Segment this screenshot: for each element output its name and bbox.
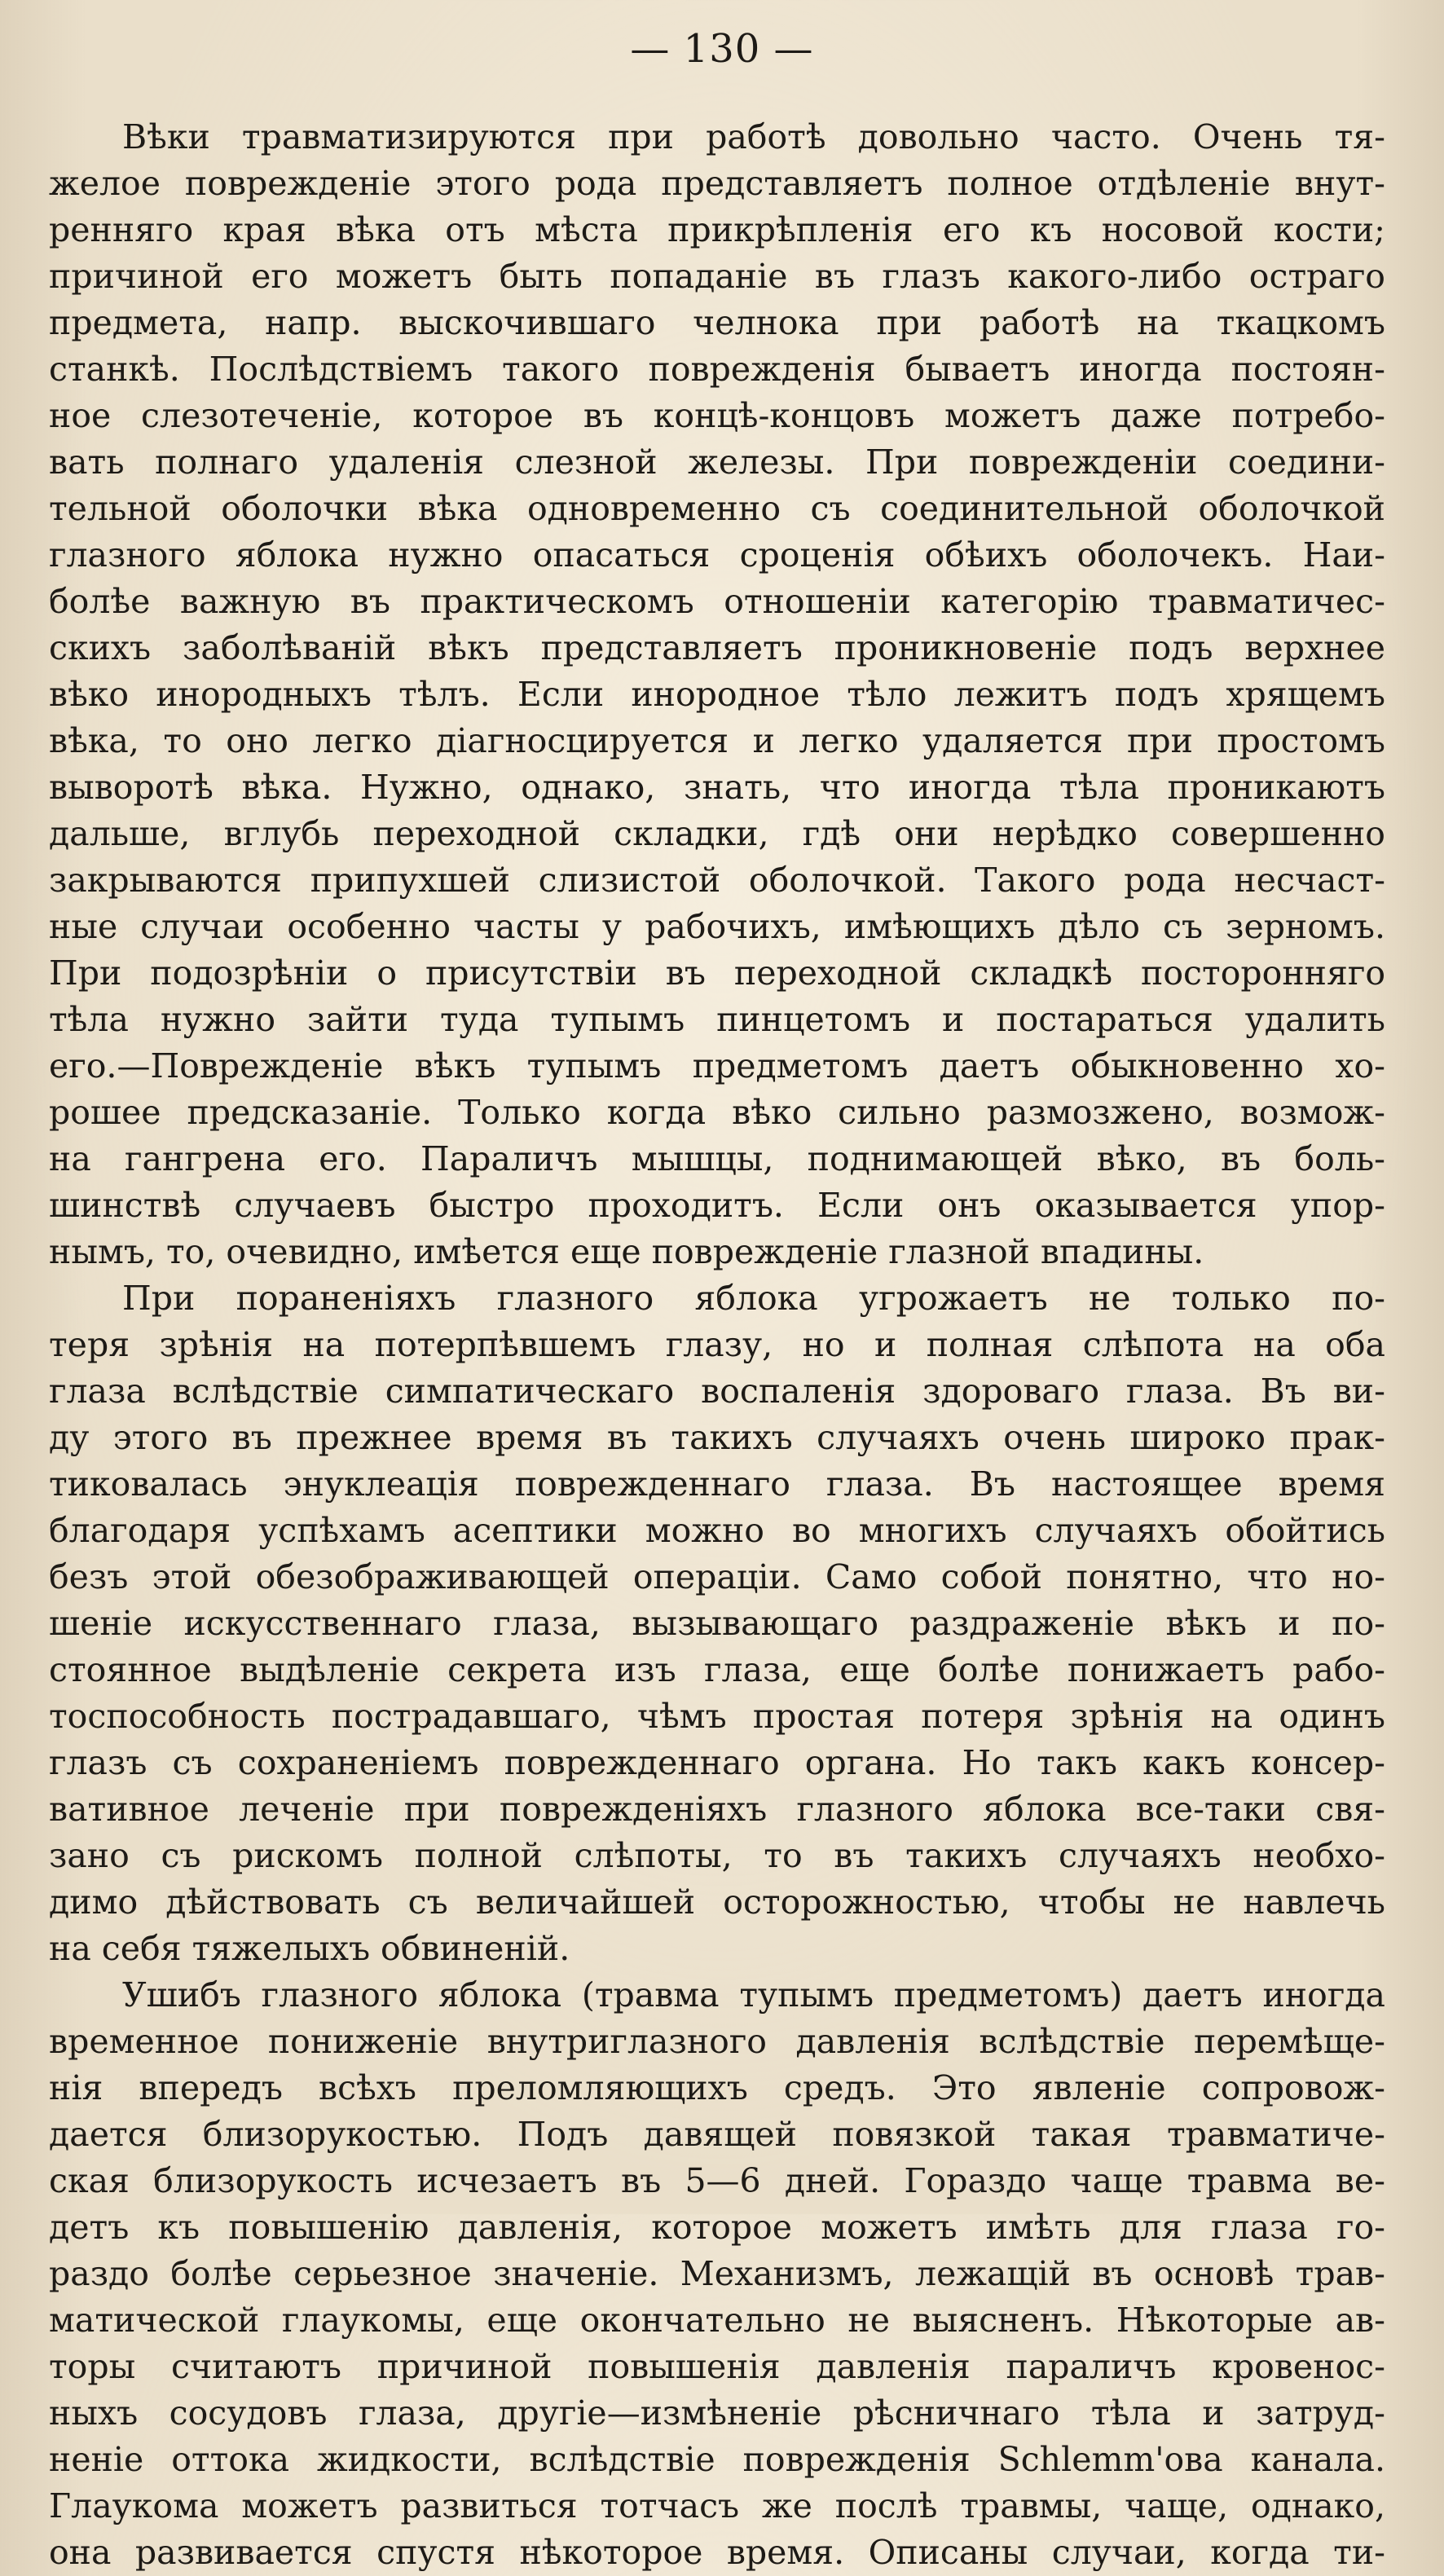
text-line: глазъ съ сохраненіемъ поврежденнаго органа. Но такъ какъ консер- — [49, 1743, 1385, 1782]
text-line: болѣе важную въ практическомъ отношеніи категорію травматичес- — [49, 582, 1385, 621]
text-line: ные случаи особенно часты у рабочихъ, имѣющихъ дѣло съ зерномъ. — [49, 907, 1385, 946]
paragraph-eyeball-wounds — [49, 1275, 1385, 1972]
text-line: станкѣ. Послѣдствіемъ такого поврежденія бываетъ иногда постоян- — [49, 350, 1385, 389]
text-line: рошее предсказаніе. Только когда вѣко сильно размозжено, возмож- — [49, 1093, 1385, 1132]
text-line: ду этого въ прежнее время въ такихъ случаяхъ очень широко прак- — [49, 1418, 1385, 1457]
text-line: она развивается спустя нѣкоторое время. Описаны случаи, когда ти- — [49, 2533, 1385, 2572]
text-line: временное пониженіе внутриглазного давленія вслѣдствіе перемѣще- — [49, 2022, 1385, 2061]
text-line: шеніе искусственнаго глаза, вызывающаго раздраженіе вѣкъ и по- — [49, 1604, 1385, 1643]
text-line: на себя тяжелыхъ обвиненій. — [49, 1929, 570, 1968]
text-line: тельной оболочки вѣка одновременно съ соединительной оболочкой — [49, 489, 1385, 528]
text-line: нія впередъ всѣхъ преломляющихъ средъ. Это явленіе сопровож- — [49, 2068, 1385, 2107]
text-line: Ушибъ глазного яблока (травма тупымъ предметомъ) даетъ иногда — [122, 1975, 1385, 2015]
text-line: Глаукома можетъ развиться тотчасъ же послѣ травмы, чаще, однако, — [49, 2486, 1385, 2525]
text-line: дается близорукостью. Подъ давящей повязкой такая травматиче- — [49, 2115, 1385, 2154]
text-line: вѣка, то оно легко діагносцируется и легко удаляется при простомъ — [49, 721, 1385, 760]
text-line: тиковалась энуклеація поврежденнаго глаза. Въ настоящее время — [49, 1464, 1385, 1504]
text-line: зано съ рискомъ полной слѣпоты, то въ такихъ случаяхъ необхо- — [49, 1836, 1385, 1875]
text-line: неніе оттока жидкости, вслѣдствіе поврежденія Schlemm'ова канала. — [49, 2440, 1385, 2479]
text-line: При пораненіяхъ глазного яблока угрожаетъ не только по- — [122, 1279, 1385, 1318]
text-line: нымъ, то, очевидно, имѣется еще поврежденіе глазной впадины. — [49, 1232, 1204, 1271]
text-line: стоянное выдѣленіе секрета изъ глаза, еще болѣе понижаетъ рабо- — [49, 1650, 1385, 1689]
text-line: безъ этой обезображивающей операціи. Само собой понятно, что но- — [49, 1557, 1385, 1596]
text-line: детъ къ повышенію давленія, которое можетъ имѣть для глаза го- — [49, 2208, 1385, 2247]
paragraph-eyelid-injuries — [49, 114, 1385, 1275]
text-line: шинствѣ случаевъ быстро проходитъ. Если онъ оказывается упор- — [49, 1186, 1385, 1225]
text-line: желое поврежденіе этого рода представляетъ полное отдѣленіе внут- — [49, 164, 1385, 203]
text-line: вативное леченіе при поврежденіяхъ глазного яблока все-таки свя- — [49, 1790, 1385, 1829]
text-line: При подозрѣніи о присутствіи въ переходной складкѣ посторонняго — [49, 953, 1385, 993]
text-line: тоспособность пострадавшаго, чѣмъ простая потеря зрѣнія на одинъ — [49, 1697, 1385, 1736]
text-line: благодаря успѣхамъ асептики можно во многихъ случаяхъ обойтись — [49, 1511, 1385, 1550]
text-line: торы считаютъ причиной повышенія давленія параличъ кровенос- — [49, 2347, 1385, 2386]
paragraph-eyeball-contusion — [49, 1972, 1385, 2576]
text-line: ныхъ сосудовъ глаза, другіе—измѣненіе рѣсничнаго тѣла и затруд- — [49, 2393, 1385, 2433]
text-line: ренняго края вѣка отъ мѣста прикрѣпленія его къ носовой кости; — [49, 210, 1385, 249]
body-text — [49, 114, 1385, 2576]
text-line: на гангрена его. Параличъ мышцы, поднимающей вѣко, въ боль- — [49, 1139, 1385, 1178]
text-line: причиной его можетъ быть попаданіе въ глазъ какого-либо остраго — [49, 257, 1385, 296]
text-line: выворотѣ вѣка. Нужно, однако, знать, что иногда тѣла проникаютъ — [49, 768, 1385, 807]
text-line: матической глаукомы, еще окончательно не выясненъ. Нѣкоторые ав- — [49, 2301, 1385, 2340]
text-line: раздо болѣе серьезное значеніе. Механизмъ, лежащій въ основѣ трав- — [49, 2254, 1385, 2293]
text-line: тѣла нужно зайти туда тупымъ пинцетомъ и постараться удалить — [49, 1000, 1385, 1039]
text-line: закрываются припухшей слизистой оболочкой. Такого рода несчаст- — [49, 861, 1385, 900]
text-line: глаза вслѣдствіе симпатическаго воспаленія здороваго глаза. Въ ви- — [49, 1372, 1385, 1411]
text-line: предмета, напр. выскочившаго челнока при работѣ на ткацкомъ — [49, 303, 1385, 342]
text-line: ное слезотеченіе, которое въ концѣ-концовъ можетъ даже потребо- — [49, 396, 1385, 435]
text-line: ская близорукость исчезаетъ въ 5—6 дней. Гораздо чаще травма ве- — [49, 2161, 1385, 2200]
page-number: — 130 — — [630, 26, 814, 72]
text-line: Вѣки травматизируются при работѣ довольно часто. Очень тя- — [122, 117, 1385, 156]
text-line: глазного яблока нужно опасаться сроценія обѣихъ оболочекъ. Наи- — [49, 535, 1385, 575]
text-line: теря зрѣнія на потерпѣвшемъ глазу, но и полная слѣпота на оба — [49, 1325, 1385, 1364]
text-line: дальше, вглубь переходной складки, гдѣ они нерѣдко совершенно — [49, 814, 1385, 853]
text-line: его.—Поврежденіе вѣкъ тупымъ предметомъ даетъ обыкновенно хо- — [49, 1046, 1385, 1085]
text-line: вать полнаго удаленія слезной железы. При поврежденіи соедини- — [49, 443, 1385, 482]
text-line: димо дѣйствовать съ величайшей осторожностью, чтобы не навлечь — [49, 1882, 1385, 1922]
text-line: вѣко инородныхъ тѣлъ. Если инородное тѣло лежитъ подъ хрящемъ — [49, 675, 1385, 714]
text-line: скихъ заболѣваній вѣкъ представляетъ проникновеніе подъ верхнее — [49, 628, 1385, 667]
